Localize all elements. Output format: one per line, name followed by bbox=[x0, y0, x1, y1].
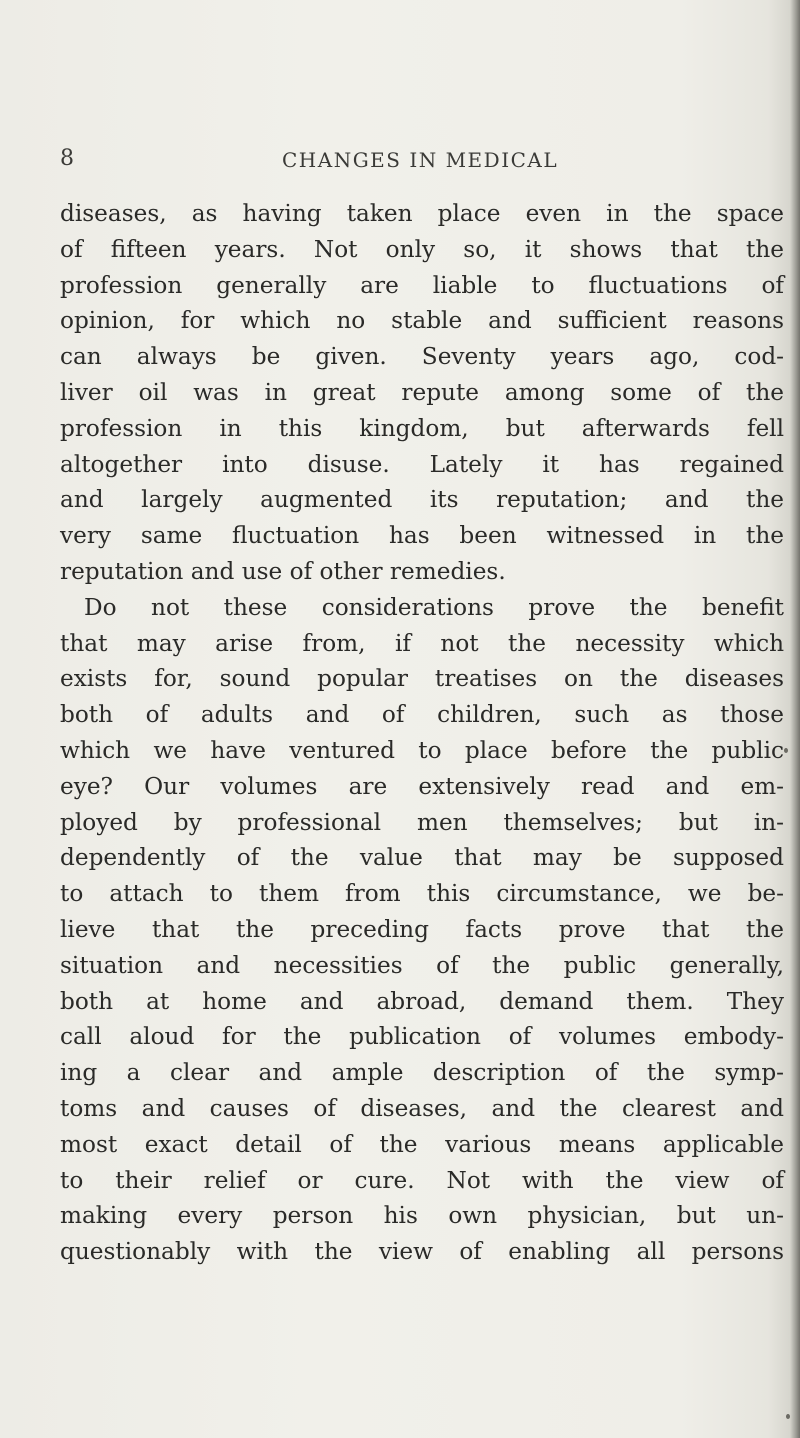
text-line: exists for, sound popular treatises on the diseases bbox=[60, 665, 784, 693]
text-line: and largely augmented its reputation; and the bbox=[60, 486, 784, 514]
page-header bbox=[60, 146, 780, 176]
text-line: reputation and use of other remedies. bbox=[60, 557, 506, 585]
text-line: most exact detail of the various means applicable bbox=[60, 1130, 784, 1158]
text-line: very same fluctuation has been witnessed in the bbox=[60, 522, 784, 550]
text-line: questionably with the view of enabling all persons bbox=[60, 1238, 784, 1266]
text-line: eye? Our volumes are extensively read and em- bbox=[60, 772, 784, 800]
page-number: 8 bbox=[60, 146, 74, 171]
text-line: diseases, as having taken place even in the space bbox=[60, 200, 784, 227]
text-line: ployed by professional men themselves; but in- bbox=[60, 808, 784, 836]
text-line: to their relief or cure. Not with the view of bbox=[60, 1166, 784, 1194]
text-line: to attach to them from this circumstance, we be- bbox=[60, 880, 784, 908]
body-text bbox=[60, 196, 784, 1270]
paper-speck bbox=[784, 748, 788, 753]
text-line: altogether into disuse. Lately it has regained bbox=[60, 450, 784, 478]
text-line: both of adults and of children, such as those bbox=[60, 701, 784, 729]
page-edge-shadow bbox=[790, 0, 800, 1438]
text-line: Do not these considerations prove the benefit bbox=[84, 593, 784, 621]
text-line: making every person his own physician, but un- bbox=[60, 1202, 784, 1230]
text-line: both at home and abroad, demand them. They bbox=[60, 987, 784, 1015]
text-line: that may arise from, if not the necessity which bbox=[60, 629, 784, 657]
running-head: CHANGES IN MEDICAL bbox=[282, 148, 559, 172]
text-line: profession generally are liable to fluctuations of bbox=[60, 271, 784, 299]
paper-speck bbox=[786, 1414, 790, 1419]
text-line: which we have ventured to place before the public bbox=[60, 736, 784, 764]
text-line: lieve that the preceding facts prove that the bbox=[60, 915, 784, 943]
text-line: ing a clear and ample description of the symp- bbox=[60, 1059, 784, 1087]
text-line: situation and necessities of the public generally, bbox=[60, 951, 784, 979]
text-line: opinion, for which no stable and sufficient reasons bbox=[60, 307, 784, 335]
text-line: of fifteen years. Not only so, it shows that the bbox=[60, 235, 784, 263]
text-line: liver oil was in great repute among some of the bbox=[60, 378, 784, 406]
text-line: dependently of the value that may be supposed bbox=[60, 844, 784, 872]
text-line: can always be given. Seventy years ago, cod- bbox=[60, 343, 784, 371]
text-line: call aloud for the publication of volumes embody- bbox=[60, 1023, 784, 1051]
text-line: toms and causes of diseases, and the clearest and bbox=[60, 1094, 784, 1122]
text-line: profession in this kingdom, but afterwards fell bbox=[60, 414, 784, 442]
